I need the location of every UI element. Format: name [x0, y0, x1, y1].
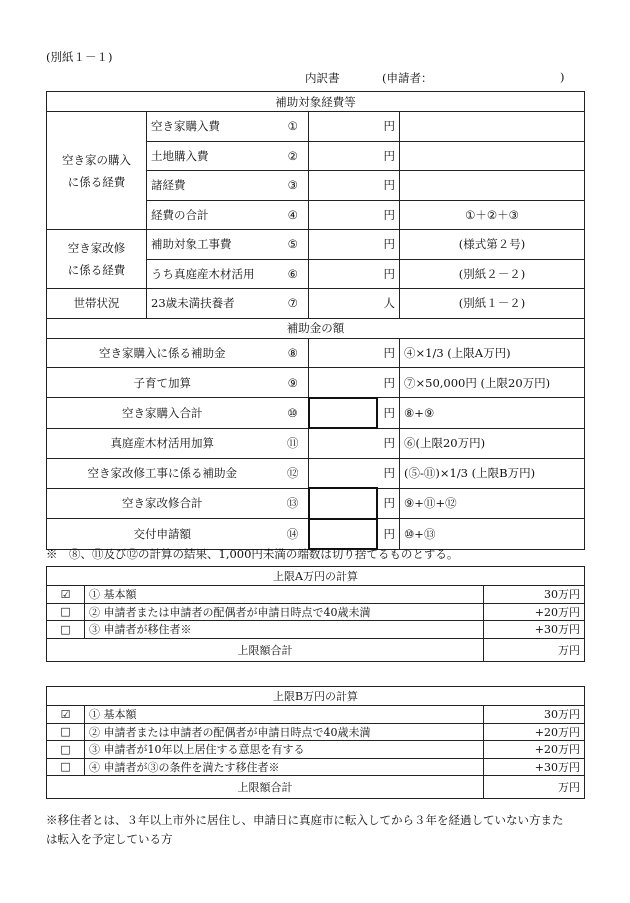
table-row — [47, 706, 585, 724]
table-row — [47, 112, 585, 142]
limit-b-title: 上限B万円の計算 — [47, 687, 585, 706]
condition-label: ④ 申請者が③の条件を満たす移住者※ — [85, 758, 484, 776]
checkbox[interactable]: □ — [47, 723, 85, 741]
checkbox[interactable]: □ — [47, 603, 85, 621]
table-row — [47, 723, 585, 741]
amount-input-1[interactable] — [309, 112, 377, 142]
unit-label: 円 — [377, 398, 400, 429]
subsidy-header: 補助金の額 — [47, 318, 585, 338]
group-label-line: に係る経費 — [67, 263, 126, 277]
unit-label: 円 — [377, 519, 400, 550]
amount-input-13[interactable] — [309, 488, 377, 519]
row-note: ④×1/3 (上限A万円) — [400, 338, 585, 368]
row-number: ⑩ — [278, 398, 309, 429]
amount-label: +20万円 — [484, 741, 585, 759]
condition-label: ② 申請者または申請者の配偶者が申請日時点で40歳未満 — [85, 723, 484, 741]
row-name: 空き家購入合計 — [47, 398, 278, 429]
count-input-7[interactable] — [309, 289, 377, 319]
limit-total-label: 上限額合計 — [47, 638, 484, 661]
table-row — [47, 519, 585, 550]
unit-label: 円 — [377, 259, 400, 289]
row-number: ⑫ — [278, 458, 309, 488]
row-name: 空き家改修合計 — [47, 488, 278, 519]
table-row — [47, 398, 585, 429]
amount-label: +30万円 — [484, 621, 585, 639]
row-number: ⑧ — [278, 338, 309, 368]
group-label-line: に係る経費 — [67, 174, 126, 189]
row-number: ⑥ — [278, 259, 309, 289]
table-row — [47, 586, 585, 604]
unit-label: 円 — [377, 428, 400, 458]
rounding-note: ※ ⑧、⑪及び⑫の計算の結果、1,000円未満の端数は切り捨てるものとする。 — [46, 547, 459, 561]
amount-input-6[interactable] — [309, 259, 377, 289]
unit-label: 円 — [377, 230, 400, 260]
amount-input-2[interactable] — [309, 141, 377, 171]
row-note: (別紙１－２) — [400, 289, 585, 319]
table-row — [47, 458, 585, 488]
row-number: ⑬ — [278, 488, 309, 519]
table-row — [47, 338, 585, 368]
unit-label: 円 — [377, 338, 400, 368]
table-row — [47, 488, 585, 519]
row-name: 空き家購入費 — [147, 112, 278, 142]
attachment-label: (別紙１－１) — [46, 50, 113, 64]
row-number: ② — [278, 141, 309, 171]
checkbox[interactable]: □ — [47, 621, 85, 639]
row-name: 空き家改修工事に係る補助金 — [47, 458, 278, 488]
condition-label: ① 基本額 — [85, 706, 484, 724]
checkbox[interactable]: □ — [47, 758, 85, 776]
amount-label: 30万円 — [484, 706, 585, 724]
condition-label: ② 申請者または申請者の配偶者が申請日時点で40歳未満 — [85, 603, 484, 621]
household-label: 世帯状況 — [47, 289, 147, 319]
row-number: ⑭ — [278, 519, 309, 550]
limit-b-table — [46, 686, 585, 799]
row-number: ⑨ — [278, 368, 309, 398]
main-breakdown-table — [46, 91, 585, 550]
group-label-line: 空き家改修 — [67, 241, 126, 255]
row-name: 補助対象工事費 — [147, 230, 278, 260]
unit-label: 円 — [377, 112, 400, 142]
amount-input-3[interactable] — [309, 171, 377, 201]
condition-label: ① 基本額 — [85, 586, 484, 604]
row-name: 諸経費 — [147, 171, 278, 201]
row-name: 経費の合計 — [147, 200, 278, 230]
unit-label: 人 — [377, 289, 400, 319]
limit-b-total-field[interactable]: 万円 — [484, 776, 585, 799]
table-row — [47, 289, 585, 319]
checkbox-checked[interactable]: ☑ — [47, 706, 85, 724]
limit-total-label: 上限額合計 — [47, 776, 484, 799]
condition-label: ③ 申請者が移住者※ — [85, 621, 484, 639]
table-row — [47, 230, 585, 260]
group-label-line: 空き家の購入 — [62, 152, 131, 167]
unit-label: 円 — [377, 368, 400, 398]
amount-label: +30万円 — [484, 758, 585, 776]
amount-label: +20万円 — [484, 603, 585, 621]
unit-label: 円 — [377, 200, 400, 230]
checkbox[interactable]: □ — [47, 741, 85, 759]
amount-input-4[interactable] — [309, 200, 377, 230]
row-name: 子育て加算 — [47, 368, 278, 398]
unit-label: 円 — [377, 171, 400, 201]
row-note: ⑥(上限20万円) — [400, 428, 585, 458]
row-note: (様式第２号) — [400, 230, 585, 260]
row-number: ⑦ — [278, 289, 309, 319]
row-name: 空き家購入に係る補助金 — [47, 338, 278, 368]
footnote-line: は転入を予定している方 — [46, 832, 173, 846]
row-name: 23歳未満扶養者 — [147, 289, 278, 319]
amount-input-12[interactable] — [309, 458, 377, 488]
unit-label: 円 — [377, 458, 400, 488]
unit-label: 円 — [377, 141, 400, 171]
row-note: ⑧+⑨ — [400, 398, 585, 429]
unit-label: 円 — [377, 488, 400, 519]
table-row — [47, 741, 585, 759]
renovation-costs-group — [47, 230, 147, 289]
table-row — [47, 621, 585, 639]
row-name: 交付申請額 — [47, 519, 278, 550]
row-name: うち真庭産木材活用 — [147, 259, 278, 289]
row-name: 真庭産木材活用加算 — [47, 428, 278, 458]
table-row — [47, 368, 585, 398]
row-note: ⑦×50,000円 (上限20万円) — [400, 368, 585, 398]
amount-input-5[interactable] — [309, 230, 377, 260]
row-number: ⑤ — [278, 230, 309, 260]
limit-a-title: 上限A万円の計算 — [47, 567, 585, 586]
checkbox-checked[interactable]: ☑ — [47, 586, 85, 604]
doc-title: 内訳書 — [305, 71, 340, 85]
footnote-line: ※移住者とは、３年以上市外に居住し、申請日に真庭市に転入してから３年を経過していない方また — [46, 813, 564, 827]
row-note: (⑤-⑪)×1/3 (上限B万円) — [400, 458, 585, 488]
table-row — [47, 758, 585, 776]
row-number: ⑪ — [278, 428, 309, 458]
condition-label: ③ 申請者が10年以上居住する意思を有する — [85, 741, 484, 759]
applicant-close: ) — [560, 70, 565, 84]
row-number: ④ — [278, 200, 309, 230]
table-row — [47, 603, 585, 621]
limit-a-table — [46, 566, 585, 662]
row-note: ⑨+⑪+⑫ — [400, 488, 585, 519]
amount-label: +20万円 — [484, 723, 585, 741]
purchase-costs-group — [47, 112, 147, 230]
row-name: 土地購入費 — [147, 141, 278, 171]
row-number: ③ — [278, 171, 309, 201]
amount-label: 30万円 — [484, 586, 585, 604]
amount-input-9[interactable] — [309, 368, 377, 398]
applicant-label: (申請者： — [382, 71, 433, 85]
amount-input-11[interactable] — [309, 428, 377, 458]
amount-input-10[interactable] — [309, 398, 377, 429]
row-note: ⑩+⑬ — [400, 519, 585, 550]
row-note: ①＋②＋③ — [400, 200, 585, 230]
row-note — [400, 141, 585, 171]
table-row — [47, 428, 585, 458]
amount-input-14[interactable] — [309, 519, 377, 550]
row-note — [400, 171, 585, 201]
row-note: (別紙２－２) — [400, 259, 585, 289]
row-note — [400, 112, 585, 142]
amount-input-8[interactable] — [309, 338, 377, 368]
limit-a-total-field[interactable]: 万円 — [484, 638, 585, 661]
row-number: ① — [278, 112, 309, 142]
eligible-costs-header: 補助対象経費等 — [47, 92, 585, 112]
applicant-name-field[interactable] — [440, 66, 555, 84]
